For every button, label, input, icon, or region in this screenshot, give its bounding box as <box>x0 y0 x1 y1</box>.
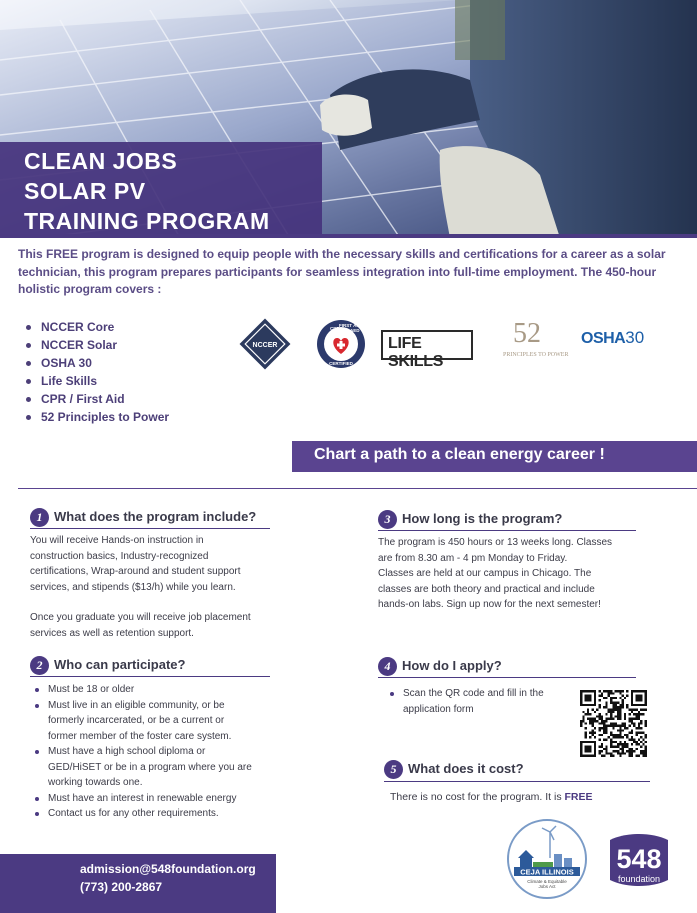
ceja-illinois-logo <box>506 818 588 900</box>
section-3-title: How long is the program? <box>402 511 563 526</box>
life-skills-text: LIFE SKILLS <box>388 335 444 370</box>
eligibility-item <box>33 791 293 807</box>
foundation-number: 548 <box>616 844 662 874</box>
contact-phone-link[interactable]: (773) 200-2867 <box>80 880 163 894</box>
title-line-3: TRAINING PROGRAM <box>24 208 270 234</box>
ceja-tagline-2: Jobs Act <box>538 884 556 889</box>
application-qr-code[interactable] <box>580 690 647 757</box>
foundation-word: foundation <box>617 874 661 884</box>
apply-list <box>388 686 578 717</box>
cpr-label: CPR <box>330 326 340 331</box>
number-badge-4: 4 <box>378 657 397 676</box>
section-5-heading <box>384 760 654 780</box>
section-1-rule <box>30 528 270 529</box>
eligibility-item <box>33 682 293 698</box>
text-line: formerly incarcerated, or be a current or <box>48 715 225 726</box>
header-divider <box>0 234 697 238</box>
section-1-paragraph-1 <box>30 533 290 595</box>
text-line: application form <box>403 703 474 715</box>
548-foundation-logo <box>602 830 674 894</box>
cta-banner <box>292 441 697 472</box>
topics-list <box>26 318 169 426</box>
principles-text: PRINCIPLES TO POWER <box>503 352 569 358</box>
text-line: certifications, Wrap-around and student support <box>30 566 241 577</box>
text-line: Once you graduate you will receive job placement <box>30 612 251 623</box>
text-line: The program is 450 hours or 13 weeks long. Classes <box>378 537 613 548</box>
osha-text: OSHA <box>581 330 626 347</box>
osha-number: 30 <box>625 328 645 347</box>
contact-bar <box>0 854 276 913</box>
section-2-heading <box>30 656 270 676</box>
life-skills-logo <box>381 330 473 370</box>
text-line: are from 8.30 am - 4 pm Monday to Friday. <box>378 552 568 564</box>
number-badge-3: 3 <box>378 510 397 529</box>
contact-email-link[interactable]: admission@548foundation.org <box>80 862 256 876</box>
title-line-2: SOLAR PV <box>24 178 146 204</box>
topic-item: NCCER Core <box>26 318 169 336</box>
certification-logos <box>233 314 673 374</box>
cta-text: Chart a path to a clean energy career ! <box>314 446 605 463</box>
section-2-rule <box>30 676 270 677</box>
text-line: classes are both theory and practical and include <box>378 583 595 595</box>
section-4-heading <box>378 657 638 677</box>
section-4-title: How do I apply? <box>402 658 502 673</box>
text-line: services as well as retention support. <box>30 627 194 639</box>
title-box <box>0 142 322 238</box>
cost-statement: There is no cost for the program. It is <box>390 791 565 803</box>
text-line: construction basics, Industry-recognized <box>30 550 209 562</box>
hero-banner <box>0 0 697 238</box>
intro-paragraph: This FREE program is designed to equip people with the necessary skills and certifications for a career as a solar technician, this program prepares participants for seamless integration into full-time employment. The 450-hour holistic program covers : <box>18 247 666 296</box>
section-1-paragraph-2 <box>30 610 290 641</box>
principles-number: 52 <box>513 318 541 349</box>
topic-item: NCCER Solar <box>26 336 169 354</box>
topic-item: 52 Principles to Power <box>26 408 169 426</box>
text-line: Must have a high school diploma or <box>48 746 206 757</box>
text-line: Scan the QR code and fill in the <box>403 688 544 699</box>
cta-divider <box>18 488 697 489</box>
text-line: working towards one. <box>48 777 143 788</box>
cpr-first-aid-logo <box>315 318 367 375</box>
number-badge-5: 5 <box>384 760 403 779</box>
section-5-title: What does it cost? <box>408 761 524 776</box>
section-4-rule <box>378 677 636 678</box>
ceja-name: CEJA ILLINOIS <box>520 867 574 877</box>
apply-item <box>388 686 578 717</box>
section-3-heading <box>378 510 638 530</box>
section-1-heading <box>30 508 270 528</box>
section-2-title: Who can participate? <box>54 657 186 672</box>
section-1-title: What does the program include? <box>54 509 257 524</box>
text-line: You will receive Hands-on instruction in <box>30 535 204 546</box>
text-line: former member of the foster care system. <box>48 730 232 742</box>
section-5-rule <box>384 781 650 782</box>
text-line: Contact us for any other requirements. <box>48 808 219 819</box>
cost-free-emphasis: FREE <box>564 791 593 803</box>
eligibility-list <box>33 682 293 822</box>
number-badge-1: 1 <box>30 508 49 527</box>
text-line: hands-on labs. Sign up now for the next semester! <box>378 599 601 610</box>
aed-label: AED <box>350 328 360 333</box>
nccer-logo-text: NCCER <box>252 342 278 349</box>
topic-item: CPR / First Aid <box>26 390 169 408</box>
certified-label: CERTIFIED <box>329 361 353 366</box>
text-line: Must have an interest in renewable energy <box>48 792 237 804</box>
section-3-rule <box>378 530 636 531</box>
number-badge-2: 2 <box>30 656 49 675</box>
ceja-tagline-1: Climate & Equitable <box>527 879 567 884</box>
first-aid-label: FIRST AID <box>339 323 361 328</box>
eligibility-item <box>33 744 293 791</box>
principles-to-power-logo <box>499 320 577 366</box>
section-3-text <box>378 535 678 613</box>
topic-item: Life Skills <box>26 372 169 390</box>
text-line: services, and stipends ($13/h) while you learn. <box>30 581 236 593</box>
text-line: Must be 18 or older <box>48 684 135 695</box>
eligibility-item <box>33 806 293 822</box>
title-line-1: CLEAN JOBS <box>24 148 178 174</box>
osha-30-logo <box>581 328 644 348</box>
text-line: GED/HiSET or be in a program where you are <box>48 761 252 773</box>
cost-text <box>390 790 670 806</box>
text-line: Classes are held at our campus in Chicago. The <box>378 568 592 579</box>
eligibility-item <box>33 698 293 745</box>
text-line: Must live in an eligible community, or be <box>48 699 225 711</box>
nccer-logo <box>237 316 293 377</box>
topic-item: OSHA 30 <box>26 354 169 372</box>
